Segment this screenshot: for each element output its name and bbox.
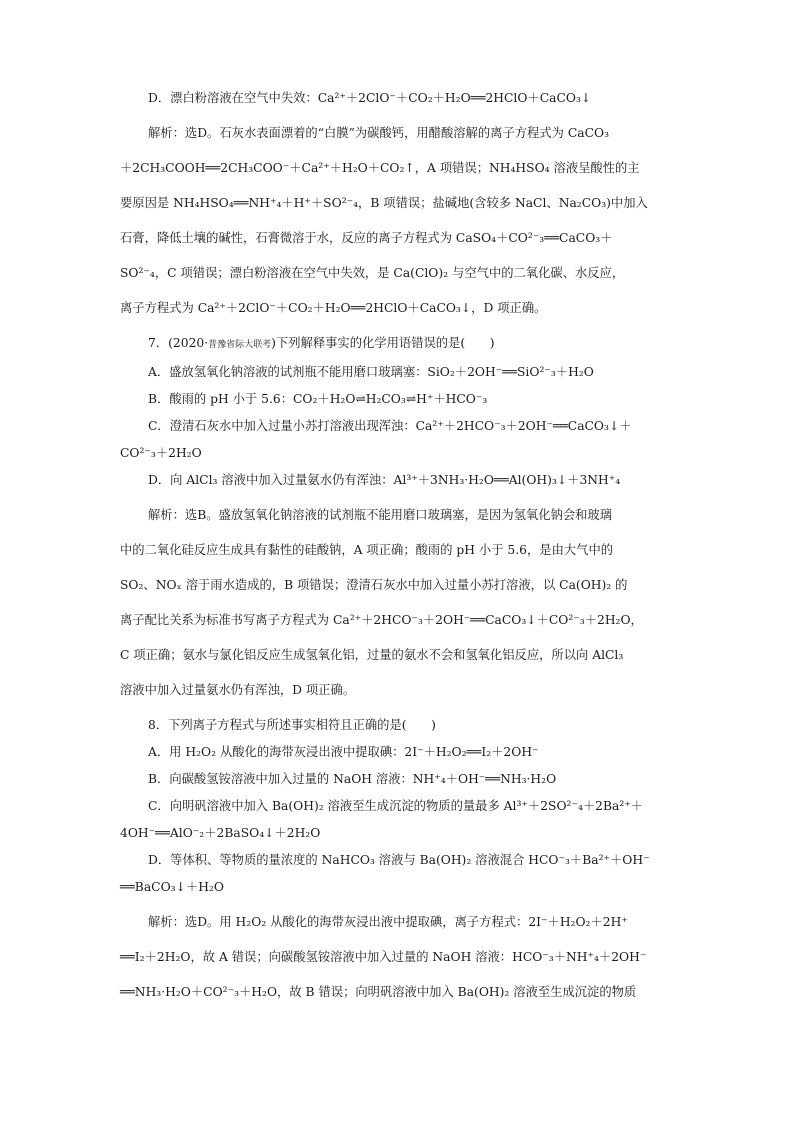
- document-page: [120, 88, 680, 1017]
- analysis-paragraph: 溶液中加入过量氨水仍有浑浊，D 项正确。: [120, 683, 356, 697]
- option-d-line: ══BaCO₃↓＋H₂O: [120, 880, 224, 894]
- analysis-paragraph: ══NH₃·H₂O＋CO²⁻₃＋H₂O，故 B 错误；向明矾溶液中加入 Ba(OH)₂ 溶液至生成沉淀的物质: [120, 985, 637, 999]
- analysis-paragraph: ＋2CH₃COOH══2CH₃COO⁻＋Ca²⁺＋H₂O＋CO₂↑，A 项错误；NH₄HSO₄ 溶液呈酸性的主: [120, 161, 640, 175]
- option-b-line: B．向碳酸氢铵溶液中加入过量的 NaOH 溶液：NH⁺₄＋OH⁻══NH₃·H₂O: [148, 772, 557, 786]
- option-a-line: A．盛放氢氧化钠溶液的试剂瓶不能用磨口玻璃塞：SiO₂＋2OH⁻══SiO²⁻₃＋H₂O: [148, 365, 594, 379]
- analysis-paragraph: 中的二氧化硅反应生成具有黏性的硅酸钠，A 项正确；酸雨的 pH 小于 5.6，是由大气中的: [120, 543, 614, 557]
- option-c-line: C．澄清石灰水中加入过量小苏打溶液出现浑浊：Ca²⁺＋2HCO⁻₃＋2OH⁻══CaCO₃↓＋: [148, 419, 632, 433]
- option-c-line: C．向明矾溶液中加入 Ba(OH)₂ 溶液至生成沉淀的物质的量最多 Al³⁺＋2SO²⁻₄＋2Ba²⁺＋: [148, 799, 644, 813]
- analysis-paragraph: 解析：选D。石灰水表面漂着的“白膜”为碳酸钙，用醋酸溶解的离子方程式为 CaCO₃: [148, 126, 610, 140]
- option-c-line: CO²⁻₃＋2H₂O: [120, 446, 202, 460]
- option-c-line: 4OH⁻══AlO⁻₂＋2BaSO₄↓＋2H₂O: [120, 826, 321, 840]
- option-d-line: D．向 AlCl₃ 溶液中加入过量氨水仍有浑浊：Al³⁺＋3NH₃·H₂O══Al(OH)₃↓＋3NH⁺₄: [148, 473, 621, 487]
- exam-source-note: 普豫省际大联考: [208, 340, 272, 350]
- analysis-paragraph: 要原因是 NH₄HSO₄══NH⁺₄＋H⁺＋SO²⁻₄，B 项错误；盐碱地(含较多 NaCl、Na₂CO₃)中加入: [120, 196, 648, 210]
- option-a-line: A．用 H₂O₂ 从酸化的海带灰浸出液中提取碘：2I⁻＋H₂O₂══I₂＋2OH⁻: [148, 745, 539, 759]
- analysis-paragraph: 离子配比关系为标准书写离子方程式为 Ca²⁺＋2HCO⁻₃＋2OH⁻══CaCO₃↓＋CO²⁻₃＋2H₂O，: [120, 613, 643, 627]
- analysis-paragraph: 石膏，降低土壤的碱性，石膏微溶于水，反应的离子方程式为 CaSO₄＋CO²⁻₃══CaCO₃＋: [120, 231, 613, 245]
- analysis-paragraph: 解析：选B。盛放氢氧化钠溶液的试剂瓶不能用磨口玻璃塞，是因为氢氧化钠会和玻璃: [148, 508, 613, 522]
- question-number: 7．(2020·: [148, 336, 209, 350]
- option-d-line: D．漂白粉溶液在空气中失效：Ca²⁺＋2ClO⁻＋CO₂＋H₂O══2HClO＋CaCO₃↓: [148, 91, 592, 105]
- analysis-paragraph: ══I₂＋2H₂O，故 A 错误；向碳酸氢铵溶液中加入过量的 NaOH 溶液：HCO⁻₃＋NH⁺₄＋2OH⁻: [120, 950, 647, 964]
- analysis-paragraph: C 项正确；氨水与氯化铝反应生成氢氧化铝，过量的氨水不会和氢氧化铝反应，所以向 AlCl₃: [120, 648, 624, 662]
- question-text: )下列解释事实的化学用语错误的是( ): [271, 336, 495, 350]
- analysis-paragraph: 解析：选D。用 H₂O₂ 从酸化的海带灰浸出液中提取碘，离子方程式：2I⁻＋H₂O₂＋2H⁺: [148, 915, 628, 929]
- question-7-stem: [120, 333, 680, 355]
- analysis-paragraph: SO²⁻₄，C 项错误；漂白粉溶液在空气中失效，是 Ca(ClO)₂ 与空气中的二氧化碳、水反应，: [120, 266, 625, 280]
- analysis-paragraph: 离子方程式为 Ca²⁺＋2ClO⁻＋CO₂＋H₂O══2HClO＋CaCO₃↓，D 项正确。: [120, 301, 547, 315]
- option-b-line: B．酸雨的 pH 小于 5.6：CO₂＋H₂O⇌H₂CO₃⇌H⁺＋HCO⁻₃: [148, 392, 488, 406]
- analysis-paragraph: SO₂、NOₓ 溶于雨水造成的，B 项错误；澄清石灰水中加入过量小苏打溶液，以 Ca(OH)₂ 的: [120, 578, 628, 592]
- option-d-line: D．等体积、等物质的量浓度的 NaHCO₃ 溶液与 Ba(OH)₂ 溶液混合 HCO⁻₃＋Ba²⁺＋OH⁻: [148, 853, 650, 867]
- question-8-stem: 8．下列离子方程式与所述事实相符且正确的是( ): [148, 718, 436, 732]
